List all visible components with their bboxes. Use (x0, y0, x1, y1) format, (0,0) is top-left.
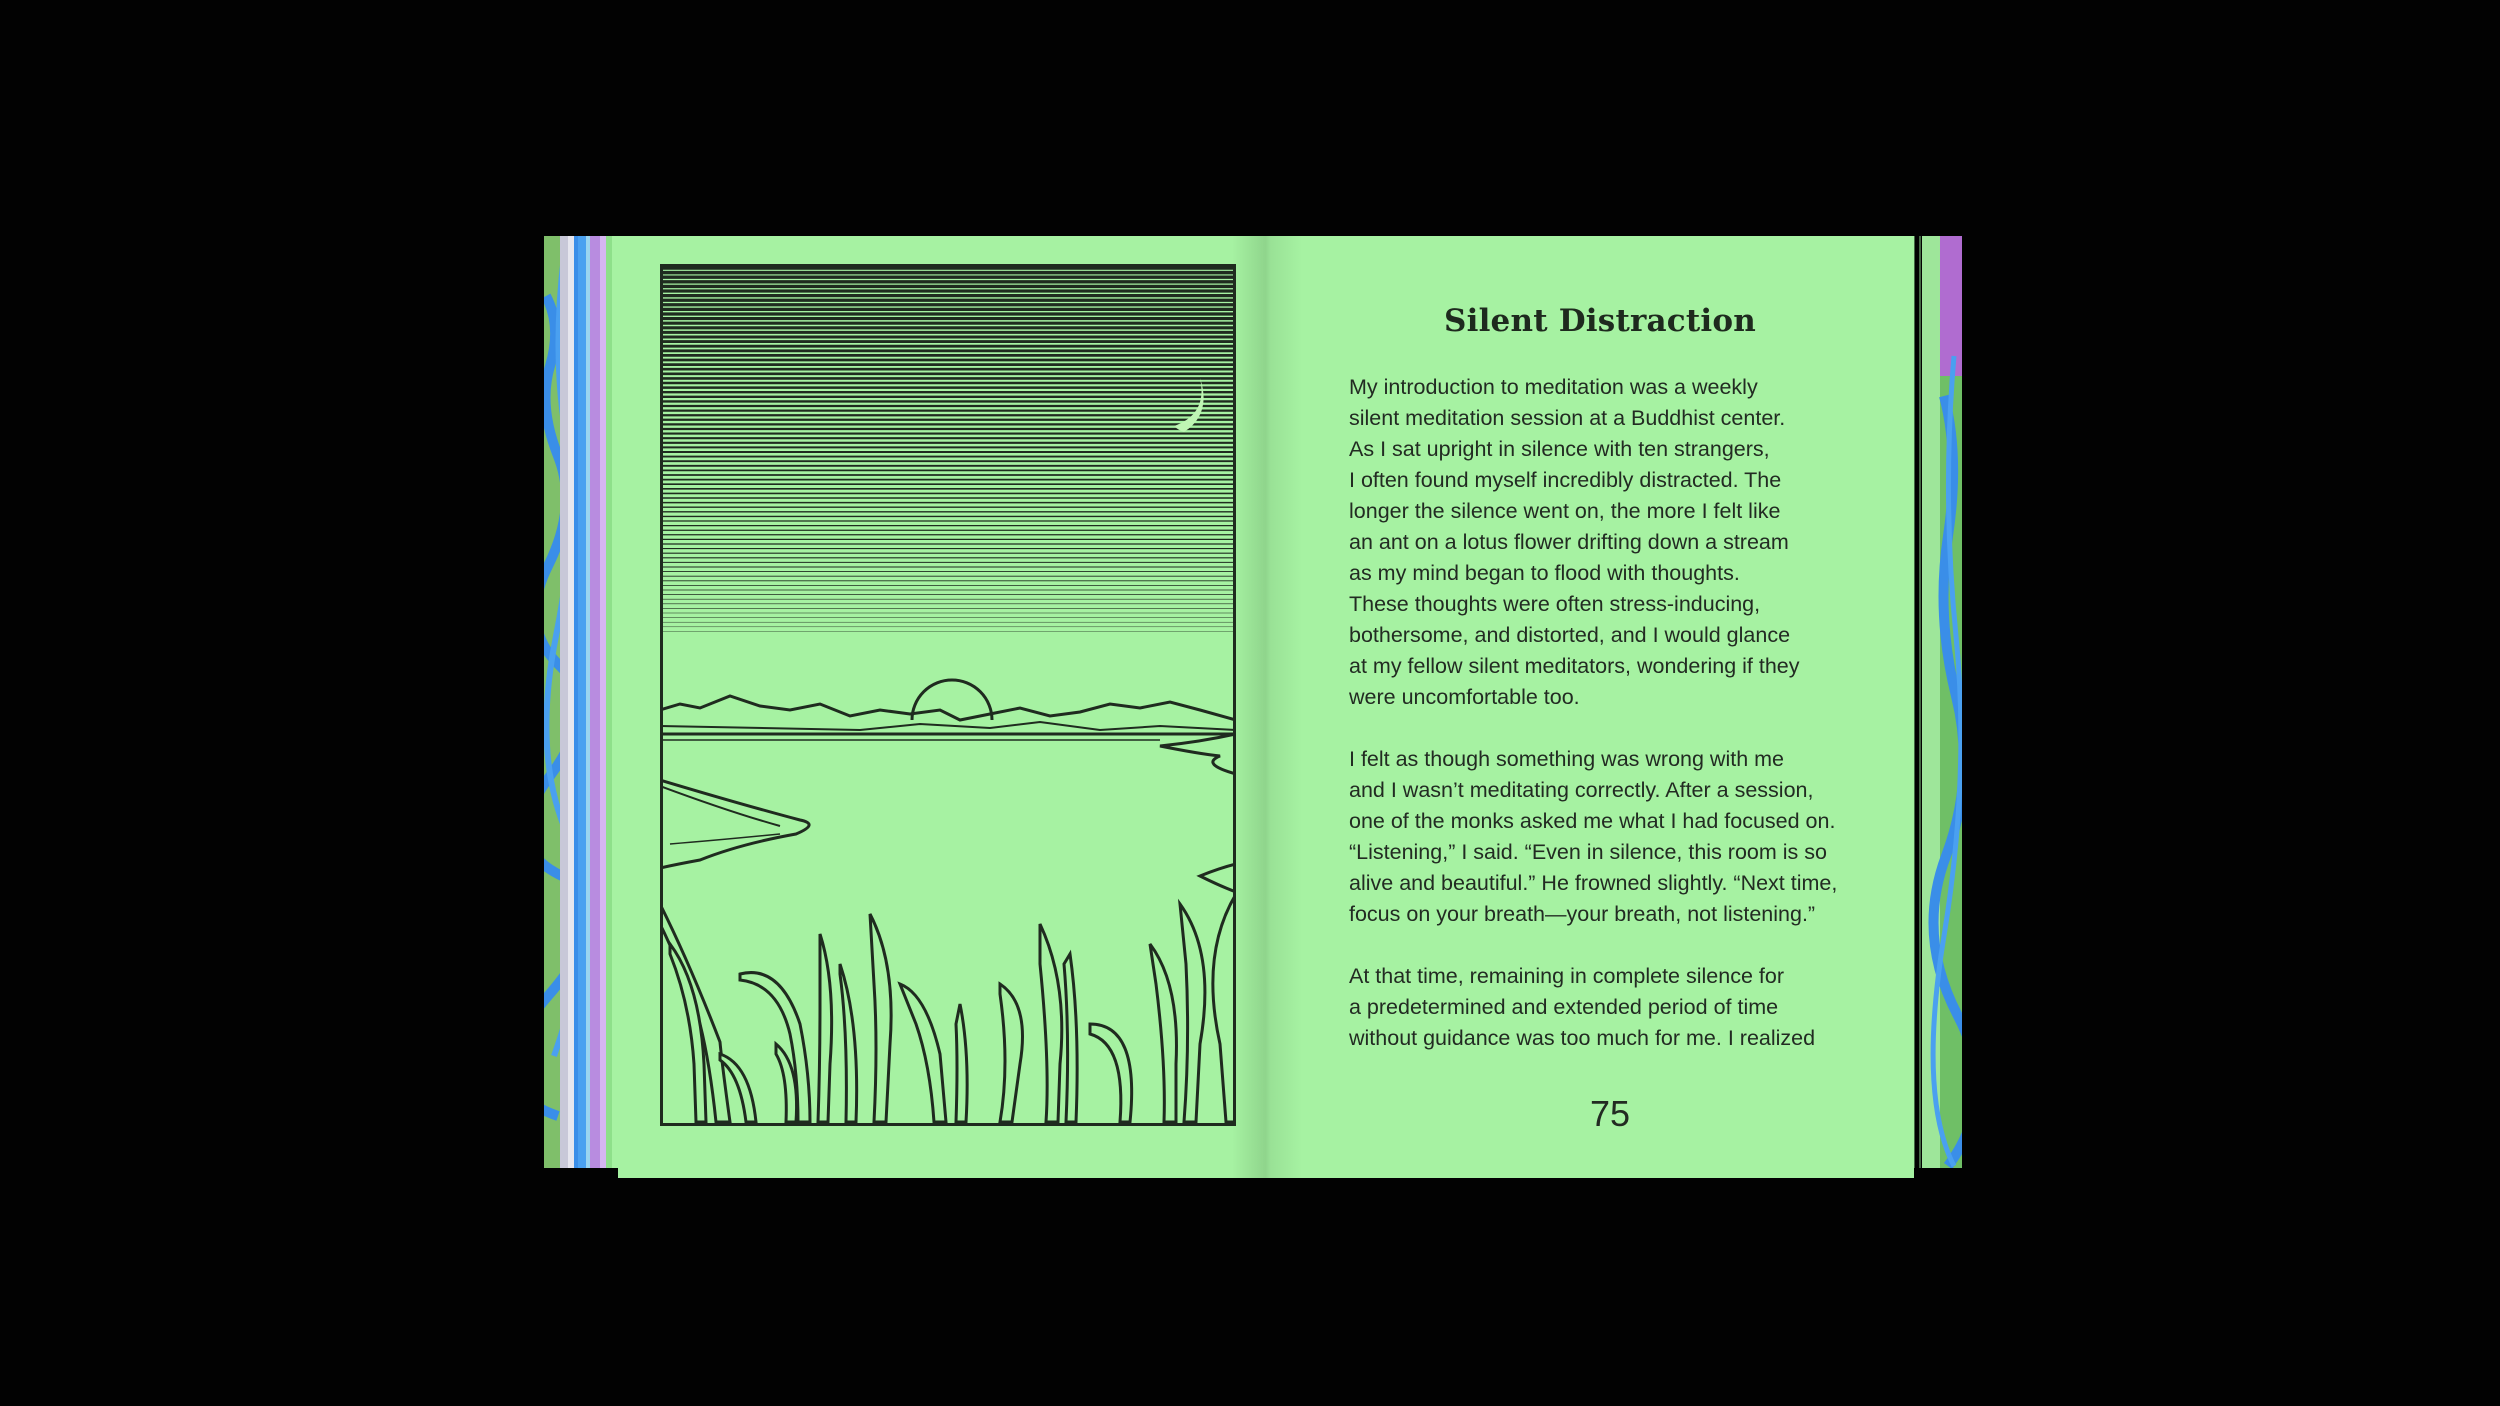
left-page-edges (544, 236, 624, 1168)
text-line: an ant on a lotus flower drifting down a stream (1349, 530, 1789, 554)
text-line: I felt as though something was wrong with me (1349, 747, 1784, 771)
grass (660, 894, 1236, 1122)
text-line: and I wasn’t meditating correctly. After a session, (1349, 778, 1814, 802)
text-line: a predetermined and extended period of time (1349, 995, 1779, 1019)
paragraph-3 (1349, 961, 1889, 1054)
text-line: as my mind began to flood with thoughts. (1349, 561, 1740, 585)
text-line: At that time, remaining in complete silence for (1349, 964, 1784, 988)
text-line: one of the monks asked me what I had focused on. (1349, 809, 1836, 833)
text-line: longer the silence went on, the more I felt like (1349, 499, 1781, 523)
text-line: bothersome, and distorted, and I would glance (1349, 623, 1791, 647)
text-line: As I sat upright in silence with ten strangers, (1349, 437, 1770, 461)
text-line: silent meditation session at a Buddhist center. (1349, 406, 1786, 430)
text-line: at my fellow silent meditators, wondering if they (1349, 654, 1800, 678)
chapter-title: Silent Distraction (1444, 303, 1756, 339)
left-edge-art (544, 236, 624, 1168)
text-line: These thoughts were often stress-inducing, (1349, 592, 1761, 616)
text-line: without guidance was too much for me. I realized (1349, 1026, 1816, 1050)
paragraph-1 (1349, 372, 1889, 713)
text-line: focus on your breath—your breath, not listening.” (1349, 902, 1816, 926)
paragraph-2 (1349, 744, 1889, 930)
text-line: were uncomfortable too. (1349, 685, 1580, 709)
page-number: 75 (1589, 1093, 1631, 1134)
landscape-illustration (660, 264, 1236, 1126)
text-line: “Listening,” I said. “Even in silence, this room is so (1349, 840, 1827, 864)
text-line: alive and beautiful.” He frowned slightly. “Next time, (1349, 871, 1838, 895)
text-line: I often found myself incredibly distracted. The (1349, 468, 1782, 492)
body-text (1349, 372, 1889, 1054)
text-line: My introduction to meditation was a weekly (1349, 375, 1758, 399)
